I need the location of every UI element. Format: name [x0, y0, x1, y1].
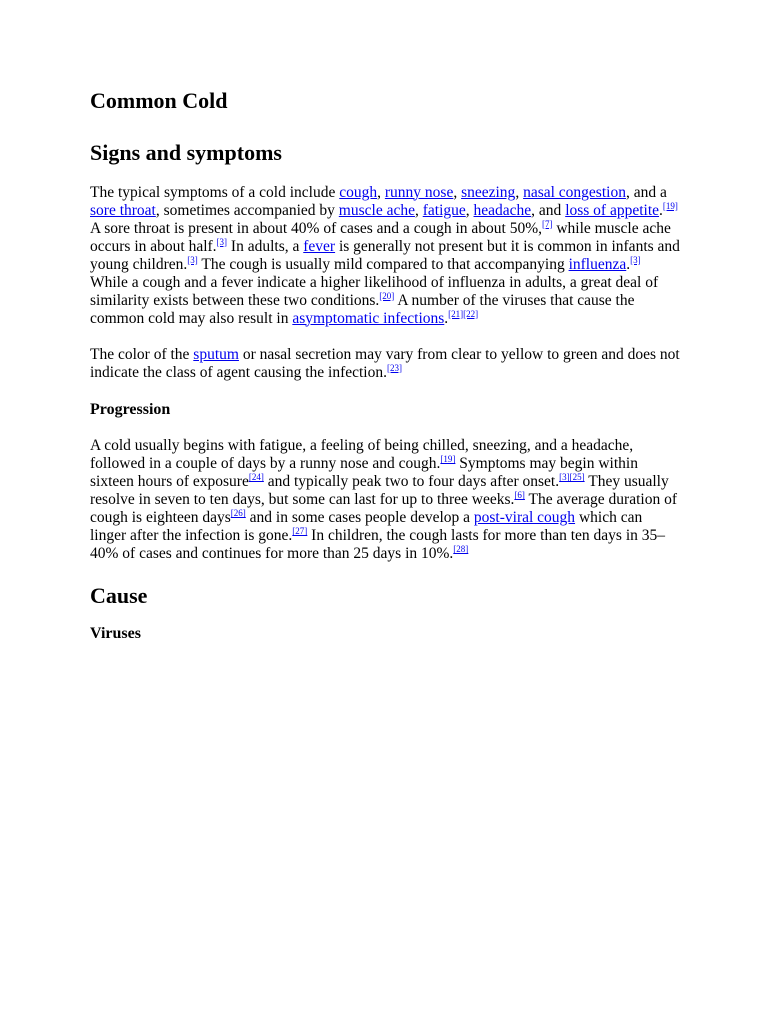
text: or nasal secretion may vary from clear to yellow to green and does not indicate the class of agent causing the infection.	[90, 345, 680, 381]
text: .	[659, 201, 663, 219]
text: while muscle ache occurs in about half.	[90, 219, 671, 255]
text: In adults, a	[227, 237, 304, 255]
text: In children, the cough lasts for more than ten days in 35–40% of cases and continues for more than 25 days in 10%.	[90, 526, 666, 562]
text: which can linger after the infection is gone.	[90, 508, 643, 544]
citation-link[interactable]: [6]	[514, 489, 525, 500]
paragraph-progression	[90, 437, 680, 563]
citation-link[interactable]: [20]	[379, 290, 395, 301]
text: ,	[453, 183, 462, 201]
citation-link[interactable]: [3]	[216, 236, 228, 247]
text: The typical symptoms of a cold include	[90, 183, 340, 201]
citation-link[interactable]: [26]	[230, 507, 246, 518]
link-headache[interactable]: headache	[473, 201, 532, 219]
citation-link[interactable]: [19]	[662, 200, 678, 211]
link-sputum[interactable]: sputum	[193, 345, 239, 363]
link-fever[interactable]: fever	[303, 237, 336, 255]
text: A sore throat is present in about 40% of cases and a cough in about 50%,	[90, 219, 542, 237]
citation-link[interactable]: [21][22]	[448, 308, 479, 319]
text: ,	[414, 201, 423, 219]
section-heading-signs: Signs and symptoms	[90, 140, 282, 166]
text: The color of the	[90, 345, 194, 363]
citation-link[interactable]: [24]	[248, 471, 264, 482]
link-sneezing[interactable]: sneezing	[461, 183, 516, 201]
citation-link[interactable]: [28]	[453, 543, 469, 554]
citation-link[interactable]: [3]	[187, 254, 198, 265]
text: , and	[531, 201, 566, 219]
section-heading-cause: Cause	[90, 582, 148, 608]
text: The average duration of cough is eighteen days	[90, 490, 677, 526]
text: ,	[377, 183, 385, 201]
text: A cold usually begins with fatigue, a feeling of being chilled, sneezing, and a headache, followed in a couple of days by a runny nose and cough.	[90, 436, 634, 472]
paragraph-sputum	[90, 346, 680, 382]
subsection-heading-progression: Progression	[90, 400, 171, 418]
text: and typically peak two to four days after onset.	[263, 472, 560, 490]
page-title: Common Cold	[90, 88, 228, 113]
text: is generally not present but it is common in infants and young children.	[90, 237, 680, 273]
text: and in some cases people develop a	[245, 508, 474, 526]
link-influenza[interactable]: influenza	[568, 255, 627, 273]
text: ,	[515, 183, 524, 201]
text: , sometimes accompanied by	[155, 201, 339, 219]
text: While a cough and a fever indicate a higher likelihood of influenza in adults, a great deal of similarity exists between these two conditions.	[90, 273, 659, 309]
subsection-heading-viruses: Viruses	[90, 625, 141, 643]
link-sore-throat[interactable]: sore throat	[90, 201, 156, 219]
text: .	[626, 255, 631, 273]
citation-link[interactable]: [7]	[541, 218, 553, 229]
link-cough[interactable]: cough	[339, 183, 378, 201]
article	[90, 88, 680, 661]
link-post-viral-cough[interactable]: post-viral cough	[473, 508, 576, 526]
text: They usually resolve in seven to ten days, but some can last for up to three weeks.	[90, 472, 669, 508]
text: , and a	[625, 183, 667, 201]
paragraph-symptoms	[90, 184, 680, 328]
text: A number of the viruses that cause the common cold may also result in	[90, 291, 635, 327]
link-loss-of-appetite[interactable]: loss of appetite	[565, 201, 660, 219]
text: .	[444, 309, 449, 327]
link-asymptomatic-infections[interactable]: asymptomatic infections	[292, 309, 445, 327]
text: ,	[465, 201, 474, 219]
link-runny-nose[interactable]: runny nose	[384, 183, 454, 201]
link-fatigue[interactable]: fatigue	[422, 201, 466, 219]
link-nasal-congestion[interactable]: nasal congestion	[523, 183, 626, 201]
citation-link[interactable]: [23]	[386, 362, 402, 373]
link-muscle-ache[interactable]: muscle ache	[338, 201, 415, 219]
citation-link[interactable]: [3]	[630, 254, 641, 265]
citation-link[interactable]: [19]	[440, 453, 456, 464]
text: Symptoms may begin within sixteen hours of exposure	[90, 454, 638, 490]
citation-link[interactable]: [3][25]	[559, 471, 585, 482]
text: The cough is usually mild compared to that accompanying	[197, 255, 569, 273]
citation-link[interactable]: [27]	[292, 525, 308, 536]
